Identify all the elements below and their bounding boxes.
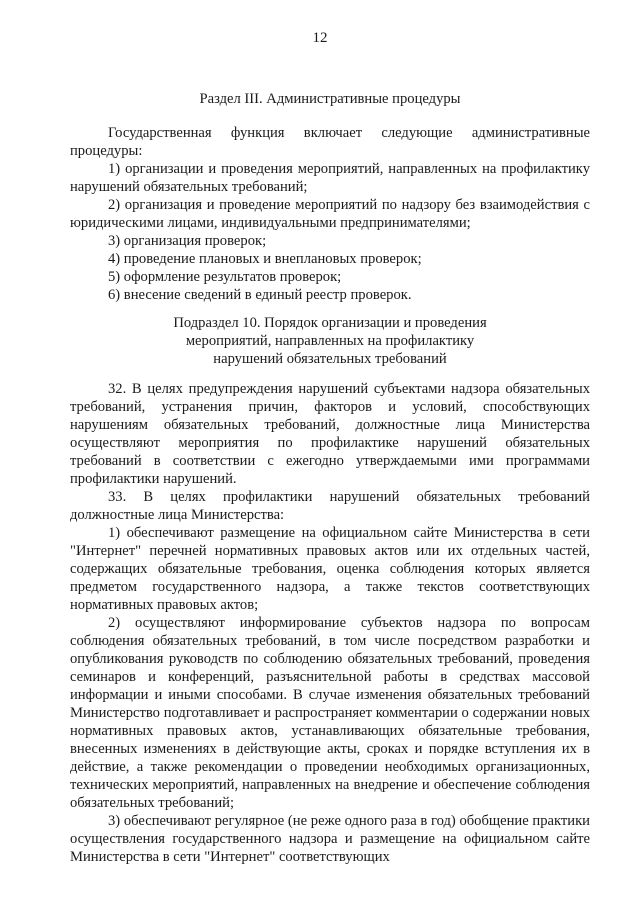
intro-item-1: 1) организации и проведения мероприятий, направленных на профилактику нарушений обязательных требований; bbox=[70, 161, 590, 195]
intro-item-2: 2) организация и проведение мероприятий по надзору без взаимодействия с юридическими лицами, индивидуальными предпринимателями; bbox=[70, 197, 590, 231]
intro-item-4: 4) проведение плановых и внеплановых проверок; bbox=[108, 251, 422, 267]
intro-item-3: 3) организация проверок; bbox=[108, 233, 267, 249]
section-title: Раздел III. Административные процедуры bbox=[199, 91, 461, 107]
intro-lead: Государственная функция включает следующие административные процедуры: bbox=[70, 125, 590, 159]
subsection-title-line-1: Подраздел 10. Порядок организации и проведения bbox=[173, 315, 487, 331]
body-block bbox=[70, 380, 590, 866]
intro-item-6: 6) внесение сведений в единый реестр проверок. bbox=[108, 287, 412, 303]
paragraph-33: 33. В целях профилактики нарушений обязательных требований должностные лица Министерства: bbox=[70, 489, 590, 523]
paragraph-33-item-1: 1) обеспечивают размещение на официальном сайте Министерства в сети "Интернет" перечней нормативных правовых актов или их отдельных частей, содержащих обязательные требования, оценка соблюдения которых является предметом государственного надзора, а также текстов соответствующих нормативных правовых актов; bbox=[70, 525, 590, 613]
subsection-title bbox=[70, 314, 590, 368]
intro-item-5: 5) оформление результатов проверок; bbox=[108, 269, 342, 285]
page-number: 12 bbox=[312, 30, 328, 46]
subsection-title-line-3: нарушений обязательных требований bbox=[213, 351, 447, 367]
paragraph-33-item-3: 3) обеспечивают регулярное (не реже одного раза в год) обобщение практики осуществления государственного надзора и размещение на официальном сайте Министерства в сети "Интернет" соответствующих bbox=[70, 813, 590, 865]
subsection-title-line-2: мероприятий, направленных на профилактику bbox=[185, 333, 475, 349]
paragraph-32: 32. В целях предупреждения нарушений субъектами надзора обязательных требований, устранения причин, факторов и условий, способствующих нарушениям обязательных требований, должностные лица Министерства осуществляют мероприятия по профилактике нарушений обязательных требований в соответствии с ежегодно утверждаемыми ими программами профилактики нарушений. bbox=[70, 381, 590, 487]
paragraph-33-item-2: 2) осуществляют информирование субъектов надзора по вопросам соблюдения обязательных требований, в том числе посредством разработки и опубликования руководств по соблюдению обязательных требований, проведения семинаров и конференций, разъяснительной работы в средствах массовой информации и иными способами. В случае изменения обязательных требований Министерство подготавливает и распространяет комментарии о содержании новых нормативных правовых актов, устанавливающих обязательные требования, внесенных изменениях в действующие акты, сроках и порядке вступления их в действие, а также рекомендации о проведении необходимых организационных, технических мероприятий, направленных на внедрение и обеспечение соблюдения обязательных требований; bbox=[70, 615, 590, 811]
intro-block bbox=[70, 124, 590, 304]
